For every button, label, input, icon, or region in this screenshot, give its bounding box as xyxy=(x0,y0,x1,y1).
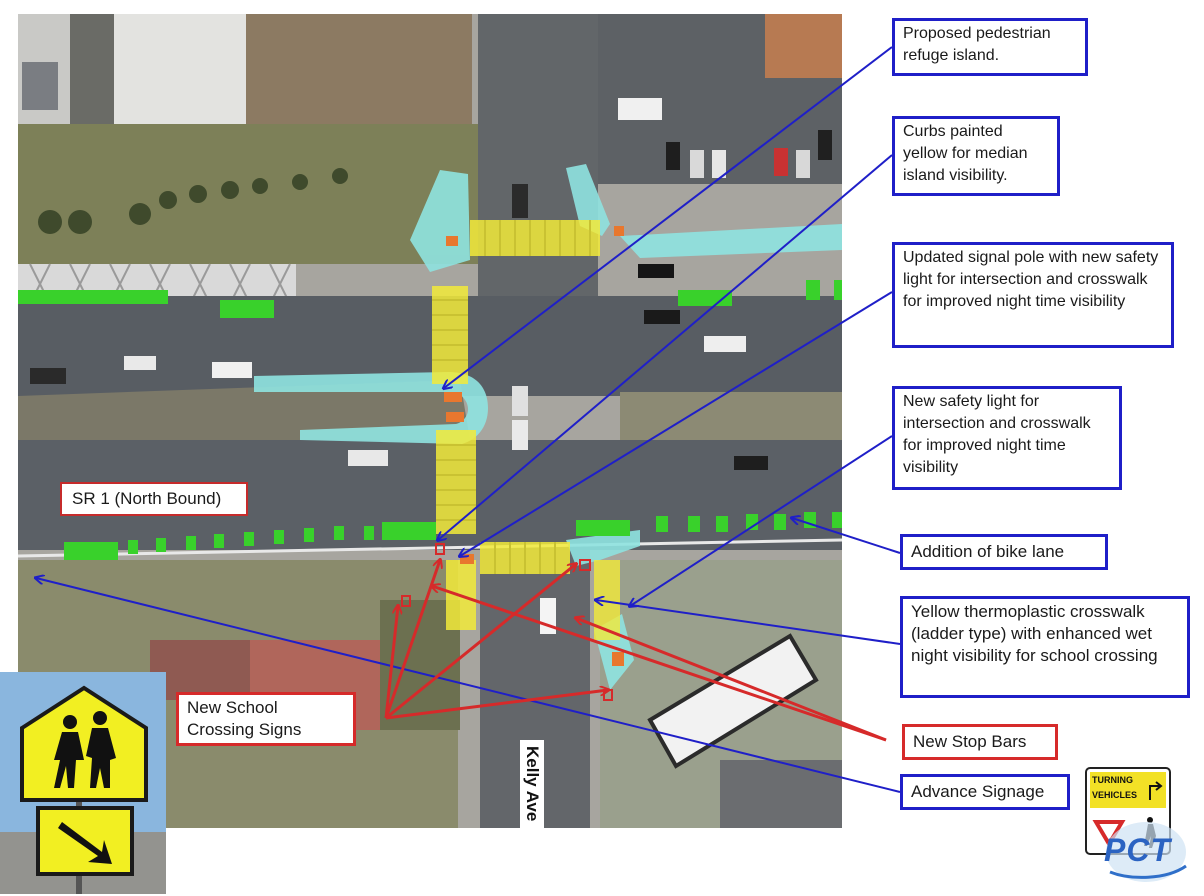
advance-signage-callout: Advance Signage xyxy=(900,774,1070,810)
refuge-island-callout: Proposed pedestrian refuge island. xyxy=(892,18,1088,76)
stop-bars-callout: New Stop Bars xyxy=(902,724,1058,760)
school-crossing-sign-photo xyxy=(0,672,166,894)
turning-sign-line2: VEHICLES xyxy=(1092,790,1138,800)
sr1-road-label: SR 1 (North Bound) xyxy=(60,482,248,516)
kelly-ave-label: Kelly Ave xyxy=(520,740,544,838)
turning-sign-line1: TURNING xyxy=(1092,775,1133,785)
safety-light-callout: New safety light for intersection and crosswalk for improved night time visibility xyxy=(892,386,1122,490)
bike-lane-callout: Addition of bike lane xyxy=(900,534,1108,570)
school-signs-callout: New School Crossing Signs xyxy=(176,692,356,746)
pct-logo-text: PCT xyxy=(1104,832,1171,868)
curbs-yellow-callout: Curbs painted yellow for median island visibility. xyxy=(892,116,1060,196)
thermoplastic-callout: Yellow thermoplastic crosswalk (ladder type) with enhanced wet night visibility for school crossing xyxy=(900,596,1190,698)
signal-pole-callout: Updated signal pole with new safety light for intersection and crosswalk for improved night time visibility xyxy=(892,242,1174,348)
